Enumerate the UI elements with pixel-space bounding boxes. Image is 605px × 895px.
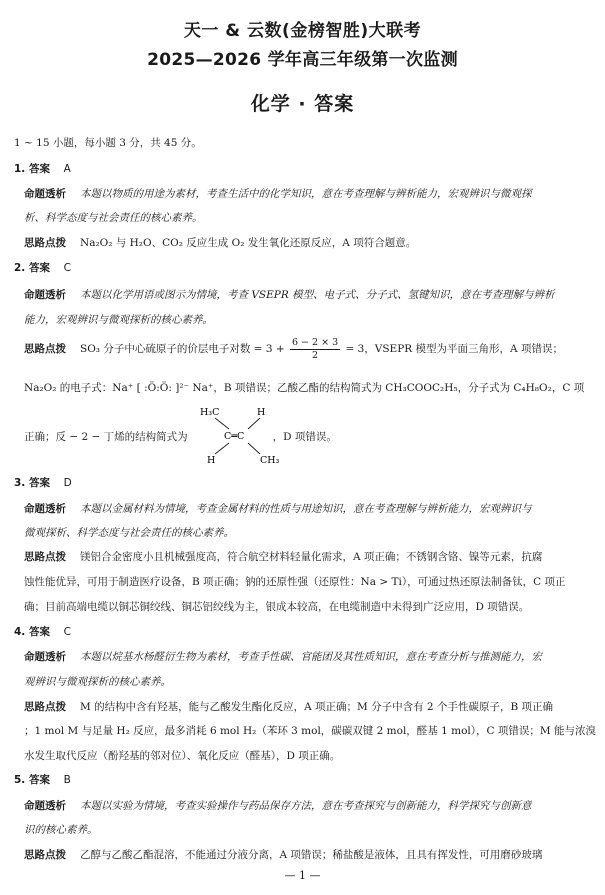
analysis-label: 命题透析 [24,800,66,812]
answer-label: 答案 [28,626,50,638]
q2-hint-line-2: Na₂O₂ 的电子式：Na⁺ [ :Ö:Ö: ]²⁻ Na⁺，B 项错误；乙酸乙酯的结构简式为 CH₃COOC₂H₅，分子式为 C₄H₈O₂，C 项 [24,382,585,394]
q3-analysis-text: 本题以金属材料为情境，考查金属材料的性质与用途知识，意在考查理解与辨析能力，宏观辨识与 [80,503,532,515]
struct-double-bond: C═C [224,431,245,442]
q5-answer-line [14,773,71,787]
q2-hint-text-b: = 3，VSEPR 模型为平面三角形，A 项错误； [345,343,563,355]
subject-title: 化学 · 答案 [250,93,355,115]
q1-answer: A [63,163,71,175]
q5-answer: B [63,774,71,786]
answer-label: 答案 [28,477,50,489]
analysis-label: 命题透析 [24,289,66,301]
q5-analysis-line-1 [24,799,532,813]
q4-analysis-line-2: 观辨识与微观探析的核心素养。 [24,676,171,688]
q1-analysis-line-2: 析、科学态度与社会责任的核心素养。 [24,212,203,224]
q5-analysis-line-2: 识的核心素养。 [24,824,98,836]
q5-analysis-text: 本题以实验为情境，考查实验操作与药品保存方法，意在考查探究与创新能力，科学探究与创新意 [80,800,532,812]
q2-number: 2. [14,262,26,274]
q4-hint-text: M 的结构中含有羟基，能与乙酸发生酯化反应，A 项正确；M 分子中含有 2 个手性碳原子，B 项正确 [80,701,554,713]
q4-analysis-text: 本题以烷基水杨醛衍生物为素材，考查手性碳、官能团及其性质知识，意在考查分析与推测能力，宏 [80,651,542,663]
analysis-label: 命题透析 [24,651,66,663]
analysis-label: 命题透析 [24,188,66,200]
q4-answer-line [14,625,71,639]
q3-number: 3. [14,477,26,489]
struct-top-left: H₃C [200,407,220,418]
q2-hint-text-a: SO₃ 分子中心硫原子的价层电子对数 = 3 + [80,343,285,355]
q1-hint-line-1 [24,236,416,250]
q4-hint-line-3: 水发生取代反应（酚羟基的邻对位）、氧化反应（醛基），D 项正确。 [24,750,341,762]
q3-analysis-line-1 [24,502,532,516]
q2-analysis-text: 本题以化学用语或图示为情境，考查 VSEPR 模型、电子式、分子式、氢键知识，意在考查理解与辨析 [80,289,555,301]
bond-top-left [215,418,229,429]
q2-analysis-line-1 [24,288,555,302]
q4-hint-line-1 [24,700,553,714]
q1-number: 1. [14,163,26,175]
q3-hint-text: 镁铝合金密度小且机械强度高，符合航空材料轻量化需求，A 项正确；不锈钢含铬、镍等元素，抗腐 [80,551,543,563]
bond-bottom-left [215,443,229,454]
exam-term-title: 2025—2026 学年高三年级第一次监测 [147,50,458,70]
hint-label: 思路点拨 [24,551,66,563]
fraction-denominator: 2 [312,349,319,361]
hint-label: 思路点拨 [24,701,66,713]
q2-hint-text-c: 正确；反 − 2 − 丁烯的结构简式为 [24,431,188,443]
struct-bottom-left: H [207,455,216,466]
q2-answer: C [63,262,71,274]
hint-label: 思路点拨 [24,343,66,355]
hint-label: 思路点拨 [24,237,66,249]
analysis-label: 命题透析 [24,503,66,515]
q3-hint-line-1 [24,550,542,564]
q3-hint-line-2: 蚀性能优异，可用于制造医疗设备，B 项正确；钠的还原性强（还原性：Na > Ti），可通过热还原法制备钛，C 项正 [24,576,566,588]
q3-hint-line-3: 确；目前高端电缆以铜芯铜绞线、铜芯铝绞线为主，银成本较高，在电缆制造中未得到广泛应用，D 项错误。 [24,601,530,613]
q4-number: 4. [14,626,26,638]
fraction [290,337,340,362]
q2-hint-line-1 [24,336,563,362]
bond-top-right [248,418,260,429]
q5-number: 5. [14,774,26,786]
q2-hint-text-d: ，D 项错误。 [272,431,337,443]
q5-hint-text: 乙醇与乙酸乙酯混溶，不能通过分液分离，A 项错误；稀盐酸是液体，且具有挥发性，可用磨砂玻璃 [80,849,543,861]
q4-answer: C [63,626,71,638]
exam-series-title: 天一 & 云数(金榜智胜)大联考 [183,21,422,41]
q2-answer-line [14,261,71,275]
page-number: — 1 — [284,869,321,882]
q1-analysis-text: 本题以物质的用途为素材，考查生活中的化学知识，意在考查理解与辨析能力，宏观辨识与微观探 [80,188,532,200]
trans-2-butene-structure [198,404,288,466]
fraction-numerator: 6 − 2 × 3 [291,336,339,348]
bond-bottom-right [248,443,260,454]
q5-hint-line-1 [24,848,542,862]
answer-label: 答案 [28,262,50,274]
answer-label: 答案 [28,774,50,786]
q4-analysis-line-1 [24,650,542,664]
q3-analysis-line-2: 微观探析、科学态度与社会责任的核心素养。 [24,527,234,539]
q4-hint-line-2: ；1 mol M 与足量 H₂ 反应，最多消耗 6 mol H₂（苯环 3 mol，碳碳双键 2 mol，醛基 1 mol），C 项错误；M 能与浓溴 [24,725,597,737]
q3-answer: D [63,477,72,489]
struct-top-right: H [257,407,266,418]
hint-label: 思路点拨 [24,849,66,861]
q1-hint-text: Na₂O₂ 与 H₂O、CO₂ 反应生成 O₂ 发生氧化还原反应，A 项符合题意。 [80,237,417,249]
struct-bottom-right: CH₃ [260,455,280,466]
q3-answer-line [14,476,72,490]
q2-analysis-line-2: 能力，宏观辨识与微观探析的核心素养。 [24,314,213,326]
intro-line: 1 ~ 15 小题，每小题 3 分，共 45 分。 [14,137,202,149]
q2-hint-line-3 [24,430,337,444]
q1-analysis-line-1 [24,187,532,201]
q1-answer-line [14,162,71,176]
answer-label: 答案 [28,163,50,175]
